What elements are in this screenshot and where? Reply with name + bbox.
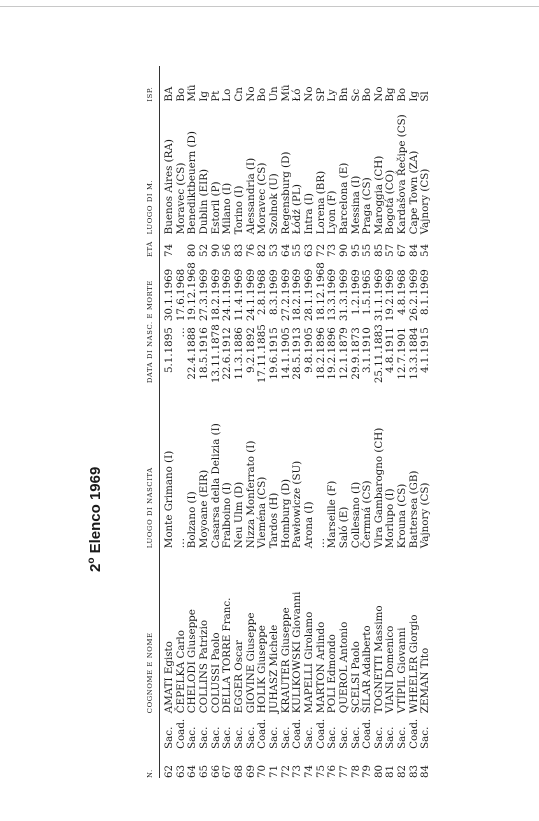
col-header-name: COGNOME E NOME [144,548,160,713]
row-birthplace: Casarsa della Delizia (I) [209,423,222,549]
row-age: 55 [361,243,374,257]
row-role: Coad. [361,718,374,749]
row-birthplace: Saló (E) [337,506,350,549]
row-isp: Bo [361,87,374,102]
row-isp: Bn [337,87,350,102]
row-isp: Ig [407,90,420,102]
row-isp: Bo [174,87,187,102]
row-death-date: 26.2.1969 [407,268,420,322]
row-age: 64 [279,243,292,257]
row-dates [160,257,176,383]
row-age: 90 [209,243,222,257]
row-isp: Łó [291,88,304,102]
row-number: 83 [407,764,420,778]
row-birthplace: Čermná (CS) [361,480,374,549]
row-birthplace: Bolzano (I) [186,491,199,549]
row-name: AMATI Egisto [163,641,175,714]
row-birth-date: 19.6.1915 [267,327,280,380]
row-age: 90 [337,243,350,257]
row-role: Sac. [279,726,292,749]
row-isp: Bg [384,87,397,102]
row-isp: Bo [256,87,269,102]
row-age: 52 [197,243,210,257]
row-age: 53 [267,243,280,257]
row-name: WHEELER Giorgio [407,614,420,714]
row-name: JUHASZ Michele [267,624,280,714]
row-isp: Mü [186,84,199,102]
row-isp: No [372,86,385,102]
row-age: 80 [186,243,199,257]
row-name: DELLA TORRE Franc. [221,597,234,714]
row-isp: Sl [419,91,432,102]
row-death-date: 2.8.1968 [256,269,269,316]
row-deathplace: Buenos Aires (RA) [163,139,175,235]
row-deathplace: Torino (I) [232,185,245,235]
row-isp: Ig [197,90,210,102]
section-heading: 2$^o$ Elenco 1969 [86,466,104,572]
row-deathplace: Bogotá (CO) [384,169,397,235]
row-birthplace: Tardos (H) [267,492,280,549]
row-deathplace: Maroggia (CH) [372,155,385,235]
row-deathplace: Lorena (BR) [314,170,327,235]
row-deathplace: Moravec (CS) [174,162,187,235]
row-number: 71 [267,764,280,778]
col-header-birthplace: LUOGO DI NASCITA [144,383,160,548]
row-deathplace: Moravec (CS) [256,162,269,235]
row-name: KRAUTER Giuseppe [279,607,292,714]
row-number: 80 [372,764,385,778]
row-name: CHELODI Giuseppe [186,609,199,714]
row-name: MAPELLI Girolamo [302,611,315,714]
table-row [420,66,432,778]
row-name: GIOVINE Giuseppe [244,612,257,714]
row-death-date: 24.1.1969 [244,268,257,322]
row-death-date: 31.1.1969 [372,268,385,322]
row-birthplace: Battersea (GB) [407,470,420,549]
row-deathplace: Praga (CS) [361,177,374,235]
row-birth-date: 14.1.1905 [279,327,292,380]
row-birthplace: Krouna (CS) [396,483,409,549]
row-role: Coad. [256,718,269,749]
table-row [199,66,211,778]
row-number: 69 [244,764,257,778]
row-death-date: 4.8.1968 [396,269,409,316]
row-isp: Ly [326,89,339,102]
row-role: Sac. [267,726,280,749]
row-name: ZEMAN Tito [419,647,432,714]
row-deathplace: Regensburg (D) [279,151,292,235]
row-name: POLI Edmondo [326,634,339,714]
row-birth-date: 18.5.1916 [197,327,210,380]
row-death-date: 27.3.1969 [197,268,210,322]
row-deathplace: Vajnory (CS) [419,168,432,235]
row-number: 81 [384,764,397,778]
row-age: 57 [384,243,397,257]
table-header-row [144,66,160,778]
row-name: VTÍPIL Giovanni [396,627,409,714]
col-header-n: N. [144,749,160,778]
row-age: 73 [326,243,339,257]
row-birthplace: Fralboino (I) [221,482,234,549]
row-age: 95 [349,243,362,257]
row-birthplace: Moyoane (EIR) [197,469,210,549]
row-isp: Pt [209,90,222,102]
row-death-date: 13.3.1969 [326,268,339,322]
row-name: ČEPELKA Carlo [174,630,187,714]
row-birthplace: Nizza Monferrato (I) [244,440,257,549]
row-number: 62 [163,764,175,778]
row-birth-date: 22.4.1888 [186,327,199,380]
row-death-date: 8.1.1969 [419,269,432,316]
row-birthplace: Arona (I) [302,501,315,549]
row-birth-date: 9.8.1905 [302,327,315,374]
row-isp: Sc [349,88,362,102]
row-birthplace: Vira Gambarogno (CH) [372,427,385,549]
row-birthplace: Vieména (CS) [256,476,269,549]
row-deathplace: Cape Town (ZA) [407,150,420,235]
row-birth-date: 25.11.1883 [372,324,385,384]
row-deathplace: Alessandria (I) [244,157,257,235]
row-birthplace: Marseille (F) [326,480,339,549]
row-deathplace: Lyon (F) [326,190,339,235]
row-deathplace: Barcelona (E) [337,162,350,235]
row-role: Coad. [174,718,187,749]
row-deathplace: Dublin (EIR) [197,169,210,235]
row-death-date: 8.3.1969 [267,269,280,316]
row-role: Sac. [197,726,210,749]
row-role: Sac. [163,726,175,749]
row-deathplace: Kardašova Řečipe (CS) [396,114,409,235]
col-header-age: ETÀ [144,234,160,257]
row-age: 84 [407,243,420,257]
row-death-date: 31.3.1969 [337,268,350,322]
row-death-date: 30.1.1969 [163,268,175,322]
row-birth-date: 19.2.1896 [326,327,339,380]
row-birthplace: Monte Grimano (I) [163,450,175,549]
row-death-date: 19.12.1968 [186,262,199,322]
row-birth-date: 3.1.1910 [361,327,374,374]
row-number: 63 [174,764,187,778]
row-number: 67 [221,764,234,778]
row-dates [199,257,211,383]
row-role: Sac. [384,726,397,749]
row-death-date: 27.2.1969 [279,268,292,322]
row-number: 73 [291,764,304,778]
row-birthplace: Homburg (D) [279,478,292,549]
row-number: 82 [396,764,409,778]
col-header-role [144,713,160,749]
row-isp: Bo [396,87,409,102]
row-number: 76 [326,764,339,778]
row-birthplace: Vajnory (CS) [419,482,432,549]
col-header-deathplace: LUOGO DI M. [144,102,160,235]
row-deathplace: Messina (I) [349,175,362,235]
row-birth-date: 29.9.1873 [349,327,362,380]
row-birthplace: Collesano (I) [349,481,362,549]
row-age: 83 [232,243,245,257]
row-death-date: 1.2.1969 [349,269,362,316]
row-birth-date: 12.7.1901 [396,327,409,380]
row-birth-date: 4.1.1915 [419,327,432,374]
row-role: Coad. [407,718,420,749]
row-isp: Mü [279,84,292,102]
row-death-date: 18.2.1969 [209,268,222,322]
row-name: VIANI Domenico [384,625,397,714]
row-name: COLLINS Patrizio [197,619,210,714]
row-birth-date: 13.11.1878 [209,324,222,384]
row-birthplace: Morlupo (I) [384,488,397,549]
row-isp: No [244,86,257,102]
row-deathplace: Milano (I) [221,182,234,235]
row-role: Sac. [337,726,350,749]
row-name: ŠILAR Adalberto [361,625,374,714]
row-deathplace: Szolnok (U) [267,173,280,235]
table-row [234,66,246,778]
col-header-isp: ISP. [144,66,160,102]
row-age: 55 [291,243,304,257]
row-age: 56 [221,243,234,257]
row-number: 72 [279,764,292,778]
row-role: Coad. [314,718,327,749]
row-death-date: 24.1.1969 [221,268,234,322]
row-isp: Cn [232,87,245,102]
row-isp: No [302,86,315,102]
row-birth-date: 13.3.1884 [407,327,420,380]
row-birth-date: 22.6.1912 [221,327,234,380]
row-number: 78 [349,764,362,778]
row-death-date: 18.12.1968 [314,262,327,322]
row-number: 64 [186,764,199,778]
row-role: Sac. [221,726,234,749]
row-role: Sac. [244,726,257,749]
row-name: EGGER Oscar [232,640,245,714]
row-dates [269,257,281,383]
row-age: 82 [256,243,269,257]
row-role: Sac. [326,726,339,749]
row-age: 63 [302,243,315,257]
row-death-date: 19.2.1969 [384,268,397,322]
row-birth-date: 4.8.1911 [384,327,397,374]
page-edge-line [0,6,539,7]
row-deathplace: Łódź (PL) [291,184,304,235]
row-role: Sac. [372,726,385,749]
row-name: KULIKOWSKI Giovanni [291,591,304,714]
col-header-dates: DATA DI NASC. E MORTE [144,257,160,383]
row-death-date: 18.2.1969 [291,268,304,322]
row-role: Sac. [186,726,199,749]
row-birth-date: 11.3.1886 [232,327,245,380]
row-age: 76 [244,243,257,257]
row-number: 68 [232,764,245,778]
row-name: COLUSSI Paolo [209,632,222,714]
row-number: 70 [256,764,269,778]
row-birthplace: Pawłowicze (SU) [291,460,304,549]
row-birthplace: Neu Ulm (D) [232,481,245,549]
row-name: MARTON Arlindo [314,621,327,714]
row-role: Sac. [419,726,432,749]
row-role: Sac. [232,726,245,749]
row-birth-date: 18.2.1896 [314,327,327,380]
row-birth-date: 12.1.1879 [337,327,350,380]
table-row [269,66,281,778]
row-birth-date: 28.5.1913 [291,327,304,380]
row-number: 65 [197,764,210,778]
row-isp: BA [163,86,175,102]
row-isp: Un [267,86,280,102]
row-isp: Lo [221,88,234,102]
row-dates [304,257,316,383]
row-dates [339,257,351,383]
row-number: 66 [209,764,222,778]
row-name: QUEROL Antonio [337,621,350,714]
row-age: 54 [419,243,432,257]
row-death-date: 1.5.1965 [361,269,374,316]
row-role: Sac. [209,726,222,749]
row-birthplace: … [314,537,327,549]
row-number: 77 [337,764,350,778]
table-row [160,66,176,778]
row-role: Sac. [349,726,362,749]
table-body [160,66,433,778]
row-dates [420,257,432,383]
row-deathplace: Benediktbeuern (D) [186,131,199,235]
row-name: HOLIK Giuseppe [256,625,269,714]
row-name: TOGNETTI Massimo [372,605,385,714]
rotated-content [84,70,524,800]
row-age: 85 [372,243,385,257]
row-death-date: 28.1.1969 [302,268,315,322]
row-death-date: 11.4.1969 [232,268,245,322]
row-role: Sac. [302,726,315,749]
row-number: 75 [314,764,327,778]
row-number: 84 [419,764,432,778]
row-age: 72 [314,243,327,257]
row-age: 67 [396,243,409,257]
row-dates [234,257,246,383]
row-age: 74 [163,243,175,257]
row-birth-date: 17.11.1885 [256,324,269,384]
row-role: Sac. [396,726,409,749]
row-isp: SP [314,87,327,102]
table-row [339,66,351,778]
row-birth-date: 5.1.1895 [163,327,175,374]
obituary-table [144,66,432,778]
row-number: 74 [302,764,315,778]
row-deathplace: Intra (I) [302,193,315,235]
table-row [304,66,316,778]
row-role: Coad. [291,718,304,749]
row-birthplace: … [174,537,187,549]
row-birth-date: 9.2.1892 [244,327,257,374]
row-birth-date: … [174,327,187,338]
row-number: 79 [361,764,374,778]
row-death-date: 17.6.1968 [174,268,187,322]
row-deathplace: Estoril (P) [209,181,222,235]
row-name: SCELSI Paolo [349,641,362,714]
